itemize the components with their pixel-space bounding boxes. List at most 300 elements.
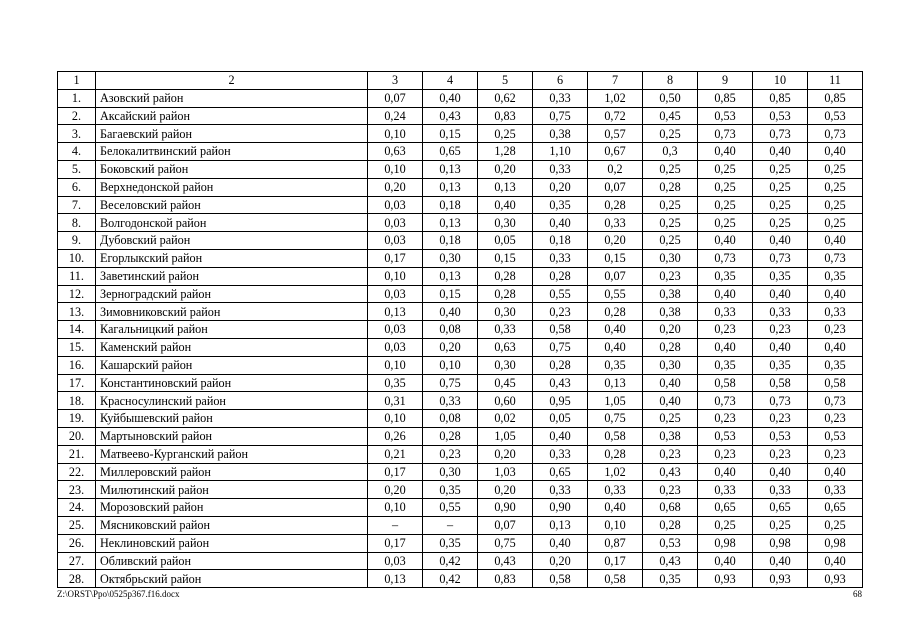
value-cell-col-10: 0,25 bbox=[753, 178, 808, 196]
table-row bbox=[58, 516, 863, 534]
row-number-cell: 25. bbox=[58, 516, 96, 534]
table-row bbox=[58, 570, 863, 588]
row-number-cell: 28. bbox=[58, 570, 96, 588]
row-number-cell: 13. bbox=[58, 303, 96, 321]
value-cell-col-8: 0,25 bbox=[643, 160, 698, 178]
row-number-cell: 24. bbox=[58, 499, 96, 517]
district-name-cell: Азовский район bbox=[96, 89, 368, 107]
value-cell-col-4: 0,13 bbox=[423, 178, 478, 196]
table-row bbox=[58, 356, 863, 374]
value-cell-col-8: 0,43 bbox=[643, 552, 698, 570]
value-cell-col-3: – bbox=[368, 516, 423, 534]
value-cell-col-3: 0,03 bbox=[368, 196, 423, 214]
district-name-cell: Кашарский район bbox=[96, 356, 368, 374]
value-cell-col-6: 0,33 bbox=[533, 249, 588, 267]
value-cell-col-6: 0,75 bbox=[533, 338, 588, 356]
table-row bbox=[58, 178, 863, 196]
row-number-cell: 23. bbox=[58, 481, 96, 499]
value-cell-col-9: 0,33 bbox=[698, 303, 753, 321]
value-cell-col-10: 0,25 bbox=[753, 160, 808, 178]
district-name-cell: Красносулинский район bbox=[96, 392, 368, 410]
value-cell-col-5: 0,20 bbox=[478, 445, 533, 463]
table-row bbox=[58, 321, 863, 339]
value-cell-col-9: 0,73 bbox=[698, 249, 753, 267]
table-row bbox=[58, 427, 863, 445]
district-name-cell: Дубовский район bbox=[96, 232, 368, 250]
value-cell-col-11: 0,40 bbox=[808, 143, 863, 161]
value-cell-col-11: 0,33 bbox=[808, 481, 863, 499]
value-cell-col-11: 0,73 bbox=[808, 249, 863, 267]
value-cell-col-5: 0,62 bbox=[478, 89, 533, 107]
row-number-cell: 9. bbox=[58, 232, 96, 250]
column-header-6: 6 bbox=[533, 72, 588, 90]
value-cell-col-3: 0,20 bbox=[368, 481, 423, 499]
table-row bbox=[58, 232, 863, 250]
value-cell-col-3: 0,17 bbox=[368, 534, 423, 552]
value-cell-col-10: 0,23 bbox=[753, 321, 808, 339]
value-cell-col-11: 0,40 bbox=[808, 232, 863, 250]
value-cell-col-11: 0,40 bbox=[808, 463, 863, 481]
value-cell-col-4: 0,10 bbox=[423, 356, 478, 374]
value-cell-col-4: 0,35 bbox=[423, 481, 478, 499]
value-cell-col-7: 0,07 bbox=[588, 178, 643, 196]
value-cell-col-11: 0,23 bbox=[808, 410, 863, 428]
value-cell-col-5: 1,05 bbox=[478, 427, 533, 445]
value-cell-col-6: 0,43 bbox=[533, 374, 588, 392]
value-cell-col-4: – bbox=[423, 516, 478, 534]
value-cell-col-6: 0,33 bbox=[533, 481, 588, 499]
row-number-cell: 21. bbox=[58, 445, 96, 463]
value-cell-col-10: 0,40 bbox=[753, 552, 808, 570]
value-cell-col-4: 0,13 bbox=[423, 267, 478, 285]
table-row bbox=[58, 214, 863, 232]
value-cell-col-7: 0,13 bbox=[588, 374, 643, 392]
value-cell-col-4: 0,15 bbox=[423, 125, 478, 143]
value-cell-col-4: 0,43 bbox=[423, 107, 478, 125]
value-cell-col-6: 0,13 bbox=[533, 516, 588, 534]
row-number-cell: 19. bbox=[58, 410, 96, 428]
value-cell-col-5: 1,28 bbox=[478, 143, 533, 161]
value-cell-col-11: 0,35 bbox=[808, 356, 863, 374]
row-number-cell: 22. bbox=[58, 463, 96, 481]
value-cell-col-10: 0,25 bbox=[753, 196, 808, 214]
value-cell-col-7: 0,58 bbox=[588, 427, 643, 445]
column-header-8: 8 bbox=[643, 72, 698, 90]
value-cell-col-3: 0,03 bbox=[368, 552, 423, 570]
table-row bbox=[58, 160, 863, 178]
value-cell-col-5: 0,05 bbox=[478, 232, 533, 250]
value-cell-col-7: 0,57 bbox=[588, 125, 643, 143]
district-data-table bbox=[57, 71, 863, 588]
table-row bbox=[58, 107, 863, 125]
value-cell-col-5: 0,75 bbox=[478, 534, 533, 552]
value-cell-col-11: 0,73 bbox=[808, 125, 863, 143]
table-row bbox=[58, 143, 863, 161]
value-cell-col-8: 0,3 bbox=[643, 143, 698, 161]
value-cell-col-5: 0,15 bbox=[478, 249, 533, 267]
table-row bbox=[58, 534, 863, 552]
value-cell-col-7: 1,05 bbox=[588, 392, 643, 410]
value-cell-col-10: 0,40 bbox=[753, 285, 808, 303]
value-cell-col-10: 0,73 bbox=[753, 392, 808, 410]
value-cell-col-10: 0,33 bbox=[753, 303, 808, 321]
value-cell-col-10: 0,23 bbox=[753, 445, 808, 463]
value-cell-col-5: 0,43 bbox=[478, 552, 533, 570]
table-header-row bbox=[58, 72, 863, 90]
value-cell-col-7: 0,15 bbox=[588, 249, 643, 267]
value-cell-col-7: 0,40 bbox=[588, 499, 643, 517]
value-cell-col-8: 0,23 bbox=[643, 445, 698, 463]
district-name-cell: Егорлыкский район bbox=[96, 249, 368, 267]
column-header-2: 2 bbox=[96, 72, 368, 90]
value-cell-col-4: 0,33 bbox=[423, 392, 478, 410]
value-cell-col-11: 0,25 bbox=[808, 196, 863, 214]
value-cell-col-11: 0,40 bbox=[808, 552, 863, 570]
district-name-cell: Заветинский район bbox=[96, 267, 368, 285]
table-row bbox=[58, 89, 863, 107]
value-cell-col-6: 0,28 bbox=[533, 356, 588, 374]
value-cell-col-8: 0,25 bbox=[643, 232, 698, 250]
table-body bbox=[58, 89, 863, 587]
table-row bbox=[58, 445, 863, 463]
value-cell-col-3: 0,13 bbox=[368, 570, 423, 588]
district-name-cell: Кагальницкий район bbox=[96, 321, 368, 339]
value-cell-col-5: 0,63 bbox=[478, 338, 533, 356]
value-cell-col-9: 0,25 bbox=[698, 516, 753, 534]
value-cell-col-5: 1,03 bbox=[478, 463, 533, 481]
table-row bbox=[58, 499, 863, 517]
value-cell-col-11: 0,58 bbox=[808, 374, 863, 392]
row-number-cell: 4. bbox=[58, 143, 96, 161]
value-cell-col-4: 0,75 bbox=[423, 374, 478, 392]
value-cell-col-5: 0,20 bbox=[478, 160, 533, 178]
value-cell-col-3: 0,17 bbox=[368, 249, 423, 267]
value-cell-col-4: 0,20 bbox=[423, 338, 478, 356]
value-cell-col-6: 0,28 bbox=[533, 267, 588, 285]
value-cell-col-7: 0,67 bbox=[588, 143, 643, 161]
value-cell-col-9: 0,35 bbox=[698, 267, 753, 285]
column-header-9: 9 bbox=[698, 72, 753, 90]
value-cell-col-10: 0,40 bbox=[753, 463, 808, 481]
value-cell-col-3: 0,10 bbox=[368, 125, 423, 143]
value-cell-col-4: 0,18 bbox=[423, 196, 478, 214]
district-name-cell: Верхнедонской район bbox=[96, 178, 368, 196]
row-number-cell: 12. bbox=[58, 285, 96, 303]
value-cell-col-10: 0,53 bbox=[753, 107, 808, 125]
value-cell-col-9: 0,93 bbox=[698, 570, 753, 588]
value-cell-col-10: 0,40 bbox=[753, 143, 808, 161]
value-cell-col-10: 0,35 bbox=[753, 267, 808, 285]
value-cell-col-8: 0,20 bbox=[643, 321, 698, 339]
value-cell-col-8: 0,25 bbox=[643, 196, 698, 214]
value-cell-col-8: 0,53 bbox=[643, 534, 698, 552]
value-cell-col-4: 0,42 bbox=[423, 570, 478, 588]
value-cell-col-7: 0,2 bbox=[588, 160, 643, 178]
value-cell-col-3: 0,10 bbox=[368, 499, 423, 517]
value-cell-col-8: 0,30 bbox=[643, 356, 698, 374]
value-cell-col-10: 0,40 bbox=[753, 232, 808, 250]
table-row bbox=[58, 374, 863, 392]
table-row bbox=[58, 392, 863, 410]
value-cell-col-5: 0,33 bbox=[478, 321, 533, 339]
value-cell-col-11: 0,98 bbox=[808, 534, 863, 552]
value-cell-col-5: 0,30 bbox=[478, 214, 533, 232]
value-cell-col-6: 0,18 bbox=[533, 232, 588, 250]
value-cell-col-9: 0,98 bbox=[698, 534, 753, 552]
value-cell-col-3: 0,03 bbox=[368, 214, 423, 232]
table-row bbox=[58, 285, 863, 303]
value-cell-col-5: 0,83 bbox=[478, 107, 533, 125]
value-cell-col-4: 0,08 bbox=[423, 321, 478, 339]
value-cell-col-3: 0,13 bbox=[368, 303, 423, 321]
district-name-cell: Зимовниковский район bbox=[96, 303, 368, 321]
value-cell-col-4: 0,28 bbox=[423, 427, 478, 445]
value-cell-col-6: 0,05 bbox=[533, 410, 588, 428]
footer-page-number: 68 bbox=[853, 589, 862, 599]
district-name-cell: Милютинский район bbox=[96, 481, 368, 499]
value-cell-col-4: 0,65 bbox=[423, 143, 478, 161]
value-cell-col-5: 0,13 bbox=[478, 178, 533, 196]
value-cell-col-7: 0,07 bbox=[588, 267, 643, 285]
value-cell-col-7: 1,02 bbox=[588, 89, 643, 107]
row-number-cell: 1. bbox=[58, 89, 96, 107]
value-cell-col-9: 0,25 bbox=[698, 178, 753, 196]
value-cell-col-9: 0,40 bbox=[698, 285, 753, 303]
row-number-cell: 14. bbox=[58, 321, 96, 339]
column-header-1: 1 bbox=[58, 72, 96, 90]
value-cell-col-8: 0,38 bbox=[643, 285, 698, 303]
value-cell-col-8: 0,25 bbox=[643, 410, 698, 428]
value-cell-col-4: 0,40 bbox=[423, 89, 478, 107]
value-cell-col-3: 0,10 bbox=[368, 410, 423, 428]
value-cell-col-9: 0,23 bbox=[698, 321, 753, 339]
value-cell-col-9: 0,40 bbox=[698, 338, 753, 356]
footer-file-path: Z:\ORST\Ppo\0525p367.f16.docx bbox=[57, 589, 180, 599]
district-name-cell: Куйбышевский район bbox=[96, 410, 368, 428]
value-cell-col-9: 0,53 bbox=[698, 107, 753, 125]
value-cell-col-6: 0,40 bbox=[533, 534, 588, 552]
value-cell-col-5: 0,30 bbox=[478, 303, 533, 321]
district-name-cell: Константиновский район bbox=[96, 374, 368, 392]
value-cell-col-9: 0,25 bbox=[698, 160, 753, 178]
value-cell-col-11: 0,25 bbox=[808, 160, 863, 178]
value-cell-col-5: 0,07 bbox=[478, 516, 533, 534]
value-cell-col-8: 0,40 bbox=[643, 374, 698, 392]
value-cell-col-7: 0,17 bbox=[588, 552, 643, 570]
value-cell-col-3: 0,63 bbox=[368, 143, 423, 161]
value-cell-col-3: 0,03 bbox=[368, 285, 423, 303]
row-number-cell: 2. bbox=[58, 107, 96, 125]
value-cell-col-9: 0,73 bbox=[698, 392, 753, 410]
value-cell-col-11: 0,40 bbox=[808, 338, 863, 356]
value-cell-col-4: 0,40 bbox=[423, 303, 478, 321]
value-cell-col-4: 0,30 bbox=[423, 249, 478, 267]
value-cell-col-6: 0,55 bbox=[533, 285, 588, 303]
value-cell-col-6: 0,58 bbox=[533, 321, 588, 339]
value-cell-col-9: 0,53 bbox=[698, 427, 753, 445]
value-cell-col-9: 0,35 bbox=[698, 356, 753, 374]
value-cell-col-4: 0,35 bbox=[423, 534, 478, 552]
value-cell-col-8: 0,28 bbox=[643, 516, 698, 534]
value-cell-col-4: 0,08 bbox=[423, 410, 478, 428]
row-number-cell: 6. bbox=[58, 178, 96, 196]
value-cell-col-8: 0,28 bbox=[643, 338, 698, 356]
table-row bbox=[58, 410, 863, 428]
value-cell-col-6: 0,65 bbox=[533, 463, 588, 481]
value-cell-col-3: 0,03 bbox=[368, 321, 423, 339]
value-cell-col-3: 0,10 bbox=[368, 160, 423, 178]
district-name-cell: Аксайский район bbox=[96, 107, 368, 125]
value-cell-col-10: 0,65 bbox=[753, 499, 808, 517]
value-cell-col-7: 0,28 bbox=[588, 196, 643, 214]
value-cell-col-11: 0,85 bbox=[808, 89, 863, 107]
value-cell-col-8: 0,38 bbox=[643, 427, 698, 445]
value-cell-col-11: 0,33 bbox=[808, 303, 863, 321]
value-cell-col-10: 0,40 bbox=[753, 338, 808, 356]
value-cell-col-4: 0,42 bbox=[423, 552, 478, 570]
value-cell-col-7: 0,33 bbox=[588, 481, 643, 499]
row-number-cell: 8. bbox=[58, 214, 96, 232]
column-header-10: 10 bbox=[753, 72, 808, 90]
value-cell-col-9: 0,40 bbox=[698, 143, 753, 161]
value-cell-col-8: 0,38 bbox=[643, 303, 698, 321]
column-header-11: 11 bbox=[808, 72, 863, 90]
value-cell-col-5: 0,83 bbox=[478, 570, 533, 588]
value-cell-col-9: 0,40 bbox=[698, 232, 753, 250]
district-name-cell: Обливский район bbox=[96, 552, 368, 570]
value-cell-col-9: 0,23 bbox=[698, 445, 753, 463]
value-cell-col-6: 0,38 bbox=[533, 125, 588, 143]
value-cell-col-8: 0,23 bbox=[643, 481, 698, 499]
value-cell-col-7: 0,55 bbox=[588, 285, 643, 303]
value-cell-col-9: 0,58 bbox=[698, 374, 753, 392]
column-header-5: 5 bbox=[478, 72, 533, 90]
value-cell-col-7: 1,02 bbox=[588, 463, 643, 481]
value-cell-col-4: 0,13 bbox=[423, 160, 478, 178]
row-number-cell: 18. bbox=[58, 392, 96, 410]
value-cell-col-5: 0,25 bbox=[478, 125, 533, 143]
value-cell-col-9: 0,23 bbox=[698, 410, 753, 428]
row-number-cell: 10. bbox=[58, 249, 96, 267]
value-cell-col-10: 0,98 bbox=[753, 534, 808, 552]
value-cell-col-8: 0,45 bbox=[643, 107, 698, 125]
district-name-cell: Волгодонской район bbox=[96, 214, 368, 232]
row-number-cell: 5. bbox=[58, 160, 96, 178]
value-cell-col-6: 0,20 bbox=[533, 178, 588, 196]
value-cell-col-3: 0,20 bbox=[368, 178, 423, 196]
value-cell-col-10: 0,35 bbox=[753, 356, 808, 374]
table-row bbox=[58, 125, 863, 143]
value-cell-col-4: 0,18 bbox=[423, 232, 478, 250]
district-name-cell: Каменский район bbox=[96, 338, 368, 356]
value-cell-col-9: 0,33 bbox=[698, 481, 753, 499]
value-cell-col-7: 0,28 bbox=[588, 303, 643, 321]
value-cell-col-5: 0,20 bbox=[478, 481, 533, 499]
district-name-cell: Веселовский район bbox=[96, 196, 368, 214]
value-cell-col-10: 0,73 bbox=[753, 125, 808, 143]
row-number-cell: 11. bbox=[58, 267, 96, 285]
value-cell-col-9: 0,85 bbox=[698, 89, 753, 107]
value-cell-col-8: 0,35 bbox=[643, 570, 698, 588]
column-header-3: 3 bbox=[368, 72, 423, 90]
row-number-cell: 27. bbox=[58, 552, 96, 570]
district-name-cell: Матвеево-Курганский район bbox=[96, 445, 368, 463]
value-cell-col-6: 0,40 bbox=[533, 427, 588, 445]
value-cell-col-11: 0,25 bbox=[808, 178, 863, 196]
district-name-cell: Неклиновский район bbox=[96, 534, 368, 552]
value-cell-col-5: 0,28 bbox=[478, 267, 533, 285]
row-number-cell: 7. bbox=[58, 196, 96, 214]
value-cell-col-7: 0,28 bbox=[588, 445, 643, 463]
value-cell-col-11: 0,25 bbox=[808, 214, 863, 232]
value-cell-col-7: 0,40 bbox=[588, 321, 643, 339]
value-cell-col-9: 0,65 bbox=[698, 499, 753, 517]
table-row bbox=[58, 463, 863, 481]
table-row bbox=[58, 249, 863, 267]
value-cell-col-10: 0,23 bbox=[753, 410, 808, 428]
value-cell-col-5: 0,30 bbox=[478, 356, 533, 374]
table-row bbox=[58, 303, 863, 321]
value-cell-col-6: 0,58 bbox=[533, 570, 588, 588]
value-cell-col-8: 0,25 bbox=[643, 214, 698, 232]
value-cell-col-3: 0,10 bbox=[368, 267, 423, 285]
value-cell-col-7: 0,20 bbox=[588, 232, 643, 250]
value-cell-col-7: 0,75 bbox=[588, 410, 643, 428]
value-cell-col-10: 0,58 bbox=[753, 374, 808, 392]
value-cell-col-5: 0,02 bbox=[478, 410, 533, 428]
value-cell-col-3: 0,31 bbox=[368, 392, 423, 410]
value-cell-col-11: 0,53 bbox=[808, 427, 863, 445]
row-number-cell: 20. bbox=[58, 427, 96, 445]
value-cell-col-3: 0,03 bbox=[368, 232, 423, 250]
district-name-cell: Зерноградский район bbox=[96, 285, 368, 303]
value-cell-col-5: 0,60 bbox=[478, 392, 533, 410]
value-cell-col-6: 0,75 bbox=[533, 107, 588, 125]
table-row bbox=[58, 338, 863, 356]
value-cell-col-6: 0,33 bbox=[533, 445, 588, 463]
value-cell-col-4: 0,15 bbox=[423, 285, 478, 303]
table-row bbox=[58, 267, 863, 285]
value-cell-col-10: 0,93 bbox=[753, 570, 808, 588]
value-cell-col-5: 0,40 bbox=[478, 196, 533, 214]
value-cell-col-4: 0,30 bbox=[423, 463, 478, 481]
column-header-7: 7 bbox=[588, 72, 643, 90]
value-cell-col-10: 0,33 bbox=[753, 481, 808, 499]
row-number-cell: 16. bbox=[58, 356, 96, 374]
value-cell-col-6: 0,35 bbox=[533, 196, 588, 214]
district-name-cell: Белокалитвинский район bbox=[96, 143, 368, 161]
row-number-cell: 17. bbox=[58, 374, 96, 392]
value-cell-col-7: 0,35 bbox=[588, 356, 643, 374]
value-cell-col-11: 0,23 bbox=[808, 445, 863, 463]
value-cell-col-8: 0,28 bbox=[643, 178, 698, 196]
value-cell-col-11: 0,35 bbox=[808, 267, 863, 285]
value-cell-col-11: 0,53 bbox=[808, 107, 863, 125]
value-cell-col-8: 0,43 bbox=[643, 463, 698, 481]
value-cell-col-6: 0,33 bbox=[533, 160, 588, 178]
value-cell-col-11: 0,23 bbox=[808, 321, 863, 339]
value-cell-col-6: 0,90 bbox=[533, 499, 588, 517]
value-cell-col-3: 0,24 bbox=[368, 107, 423, 125]
value-cell-col-11: 0,40 bbox=[808, 285, 863, 303]
value-cell-col-10: 0,53 bbox=[753, 427, 808, 445]
value-cell-col-6: 0,33 bbox=[533, 89, 588, 107]
value-cell-col-10: 0,73 bbox=[753, 249, 808, 267]
district-name-cell: Багаевский район bbox=[96, 125, 368, 143]
value-cell-col-7: 0,72 bbox=[588, 107, 643, 125]
value-cell-col-10: 0,25 bbox=[753, 516, 808, 534]
value-cell-col-4: 0,55 bbox=[423, 499, 478, 517]
